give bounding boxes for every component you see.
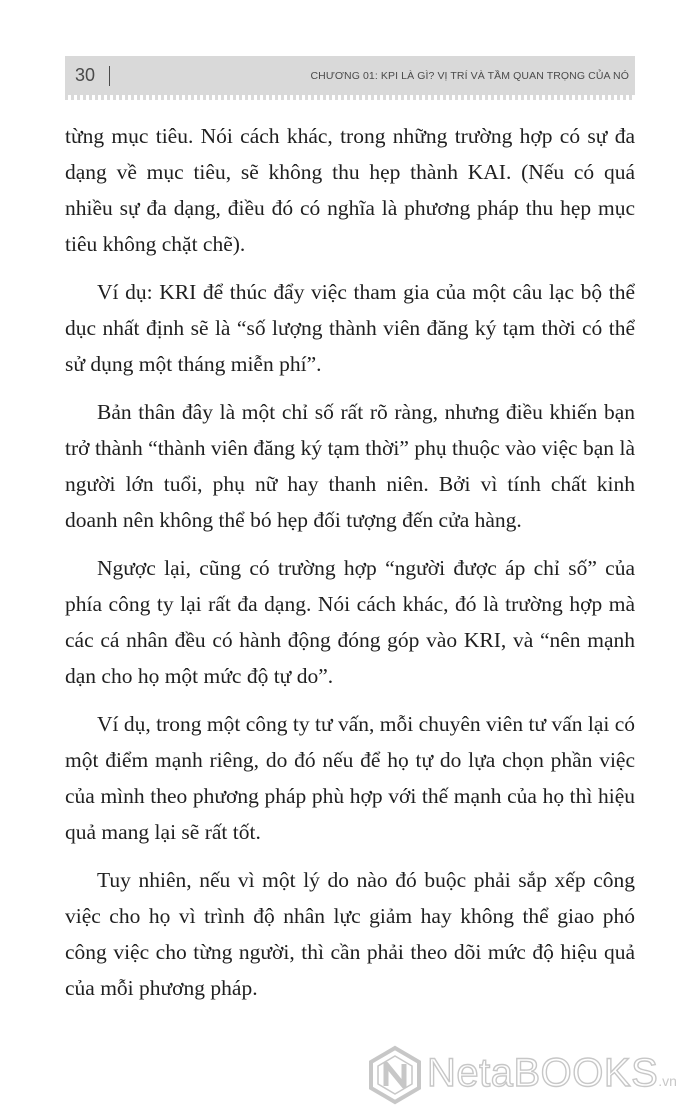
paragraph: Ví dụ, trong một công ty tư vấn, mỗi chuyên viên tư vấn lại có một điểm mạnh riêng, do đó nếu để họ tự do lựa chọn phần việc của mình theo phương pháp phù hợp với thế mạnh của họ thì hiệu quả mang lại sẽ rất tốt.: [65, 712, 636, 844]
paragraph: Ngược lại, cũng có trường hợp “người được áp chỉ số” của phía công ty lại rất đa dạng. Nói cách khác, đó là trường hợp mà các cá nhân đều có hành động đóng góp vào KRI, và “nên mạnh dạn cho họ một mức độ tự do”.: [65, 556, 635, 688]
watermark-brand: NetaBOOKS: [427, 1051, 659, 1095]
paragraph: Ví dụ: KRI để thúc đẩy việc tham gia của một câu lạc bộ thể dục nhất định sẽ là “số lượng thành viên đăng ký tạm thời có thể sử dụng một tháng miễn phí”.: [65, 280, 635, 376]
chapter-title: CHƯƠNG 01: KPI LÀ GÌ? VỊ TRÍ VÀ TẦM QUAN TRỌNG CỦA NÓ: [310, 70, 629, 82]
netabooks-watermark: [365, 1045, 685, 1105]
paragraph: Tuy nhiên, nếu vì một lý do nào đó buộc phải sắp xếp công việc cho họ vì trình độ nhân lực giảm hay không thể giao phó công việc cho từng người, thì cần phải theo dõi mức độ hiệu quả của mỗi phương pháp.: [65, 868, 635, 1000]
page-number: 30: [75, 65, 96, 85]
header-divider: [109, 66, 110, 86]
paragraph: từng mục tiêu. Nói cách khác, trong những trường hợp có sự đa dạng về mục tiêu, sẽ không thu hẹp thành KAI. (Nếu có quá nhiều sự đa dạng, điều đó có nghĩa là phương pháp thu hẹp mục tiêu không chặt chẽ).: [65, 124, 635, 256]
netabooks-logo-icon: [365, 1045, 425, 1105]
paragraph: Bản thân đây là một chỉ số rất rõ ràng, nhưng điều khiến bạn trở thành “thành viên đăng ký tạm thời” phụ thuộc vào việc bạn là người lớn tuổi, phụ nữ hay thanh niên. Bởi vì tính chất kinh doanh nên không thể bó hẹp đối tượng đến cửa hàng.: [65, 400, 635, 532]
running-header: [65, 56, 635, 96]
page-body: [65, 118, 635, 1018]
watermark-suffix: .vn: [658, 1073, 677, 1089]
watermark-text: [427, 1051, 677, 1096]
